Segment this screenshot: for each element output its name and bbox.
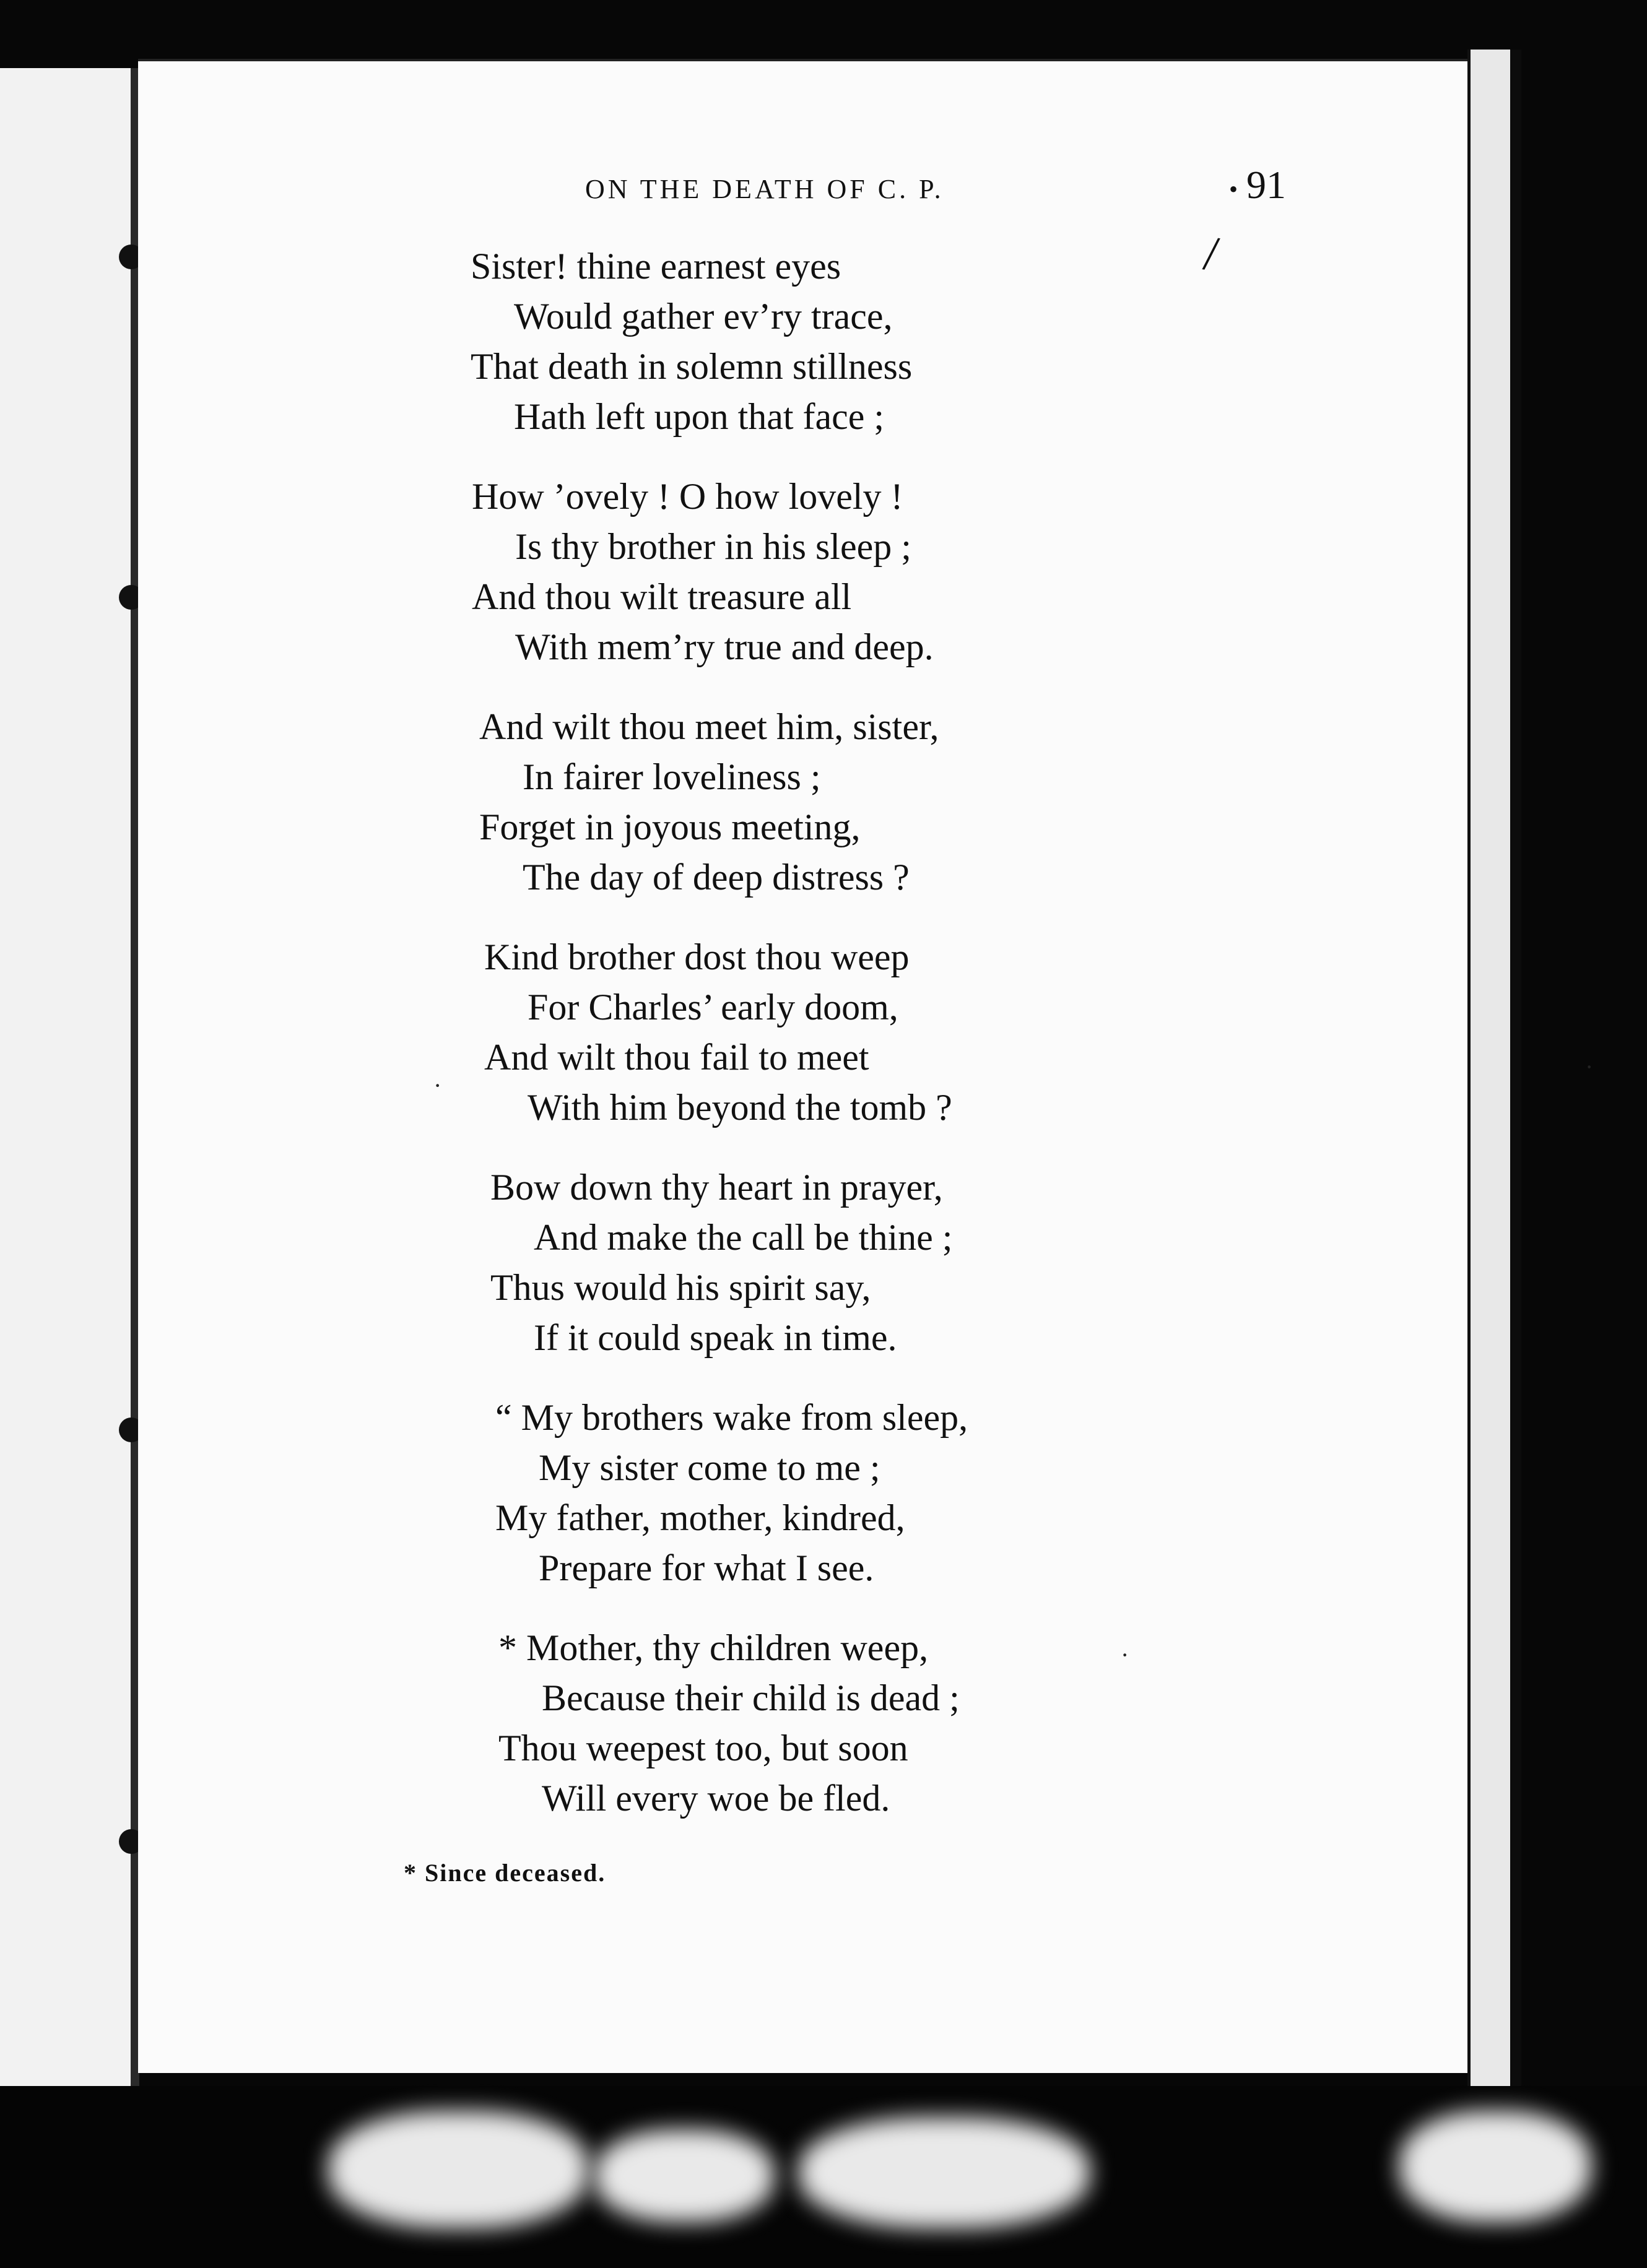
stanza	[495, 1393, 1275, 1593]
print-speck: ·	[433, 1071, 442, 1099]
poem-line: And thou wilt treasure all	[472, 576, 852, 617]
poem-line: How ’ovely ! O how lovely !	[472, 476, 903, 517]
page-number: • 91	[1229, 162, 1286, 208]
poem-line: And wilt thou meet him, sister,	[479, 706, 939, 747]
poem-line: With mem’ry true and deep.	[515, 626, 934, 667]
poem-line: Kind brother dost thou weep	[484, 937, 910, 977]
poem-line: Thus would his spirit say,	[490, 1267, 871, 1308]
poem-line: And wilt thou fail to meet	[484, 1037, 869, 1078]
poem-line: “ My brothers wake from sleep,	[495, 1397, 968, 1438]
poem-line: My father, mother, kindred,	[495, 1497, 905, 1538]
poem-line: And make the call be thine ;	[534, 1217, 953, 1258]
facing-page-edge	[0, 68, 137, 2117]
footnote: * Since deceased.	[404, 1859, 606, 1887]
poem-line: That death in solemn stillness	[471, 346, 913, 387]
poem-line: Prepare for what I see.	[539, 1547, 874, 1588]
pencil-mark: /	[1201, 225, 1222, 282]
poem-line: My sister come to me ;	[539, 1447, 880, 1488]
blurred-thumb	[1399, 2111, 1591, 2222]
poem-line: Sister! thine earnest eyes	[471, 246, 841, 287]
stanza	[479, 702, 1275, 902]
stanza	[490, 1162, 1275, 1363]
poem-line: Because their child is dead ;	[542, 1677, 960, 1718]
poem-line: Is thy brother in his sleep ;	[515, 526, 911, 567]
blurred-fingers	[799, 2117, 1090, 2228]
poem-line: Would gather ev’ry trace,	[514, 296, 893, 337]
poem-line: Thou weepest too, but soon	[498, 1728, 908, 1768]
poem-line: Forget in joyous meeting,	[479, 807, 861, 847]
blurred-fingers	[594, 2129, 774, 2222]
page-fore-edge	[1467, 50, 1521, 2086]
poem-line: The day of deep distress ?	[523, 857, 910, 898]
stanza	[472, 472, 1275, 672]
blurred-fingers	[328, 2111, 588, 2228]
poem-line: With him beyond the tomb ?	[528, 1087, 952, 1128]
poem-line: * Mother, thy children weep,	[498, 1627, 929, 1668]
poem-body	[471, 241, 1275, 1824]
stanza	[498, 1623, 1275, 1824]
print-speck: ·	[1585, 1053, 1594, 1081]
stanza	[484, 932, 1275, 1133]
stanza	[471, 241, 1275, 442]
poem-line: Hath left upon that face ;	[514, 396, 885, 437]
scanner-background	[0, 2086, 1647, 2268]
poem-line: If it could speak in time.	[534, 1317, 897, 1358]
print-speck: ·	[1121, 1641, 1129, 1669]
poem-line: In fairer loveliness ;	[523, 756, 821, 797]
poem-line: Will every woe be fled.	[542, 1778, 890, 1819]
poem-line: Bow down thy heart in prayer,	[490, 1167, 943, 1208]
running-head: ON THE DEATH OF C. P.	[585, 174, 944, 204]
poem-line: For Charles’ early doom,	[528, 987, 898, 1028]
